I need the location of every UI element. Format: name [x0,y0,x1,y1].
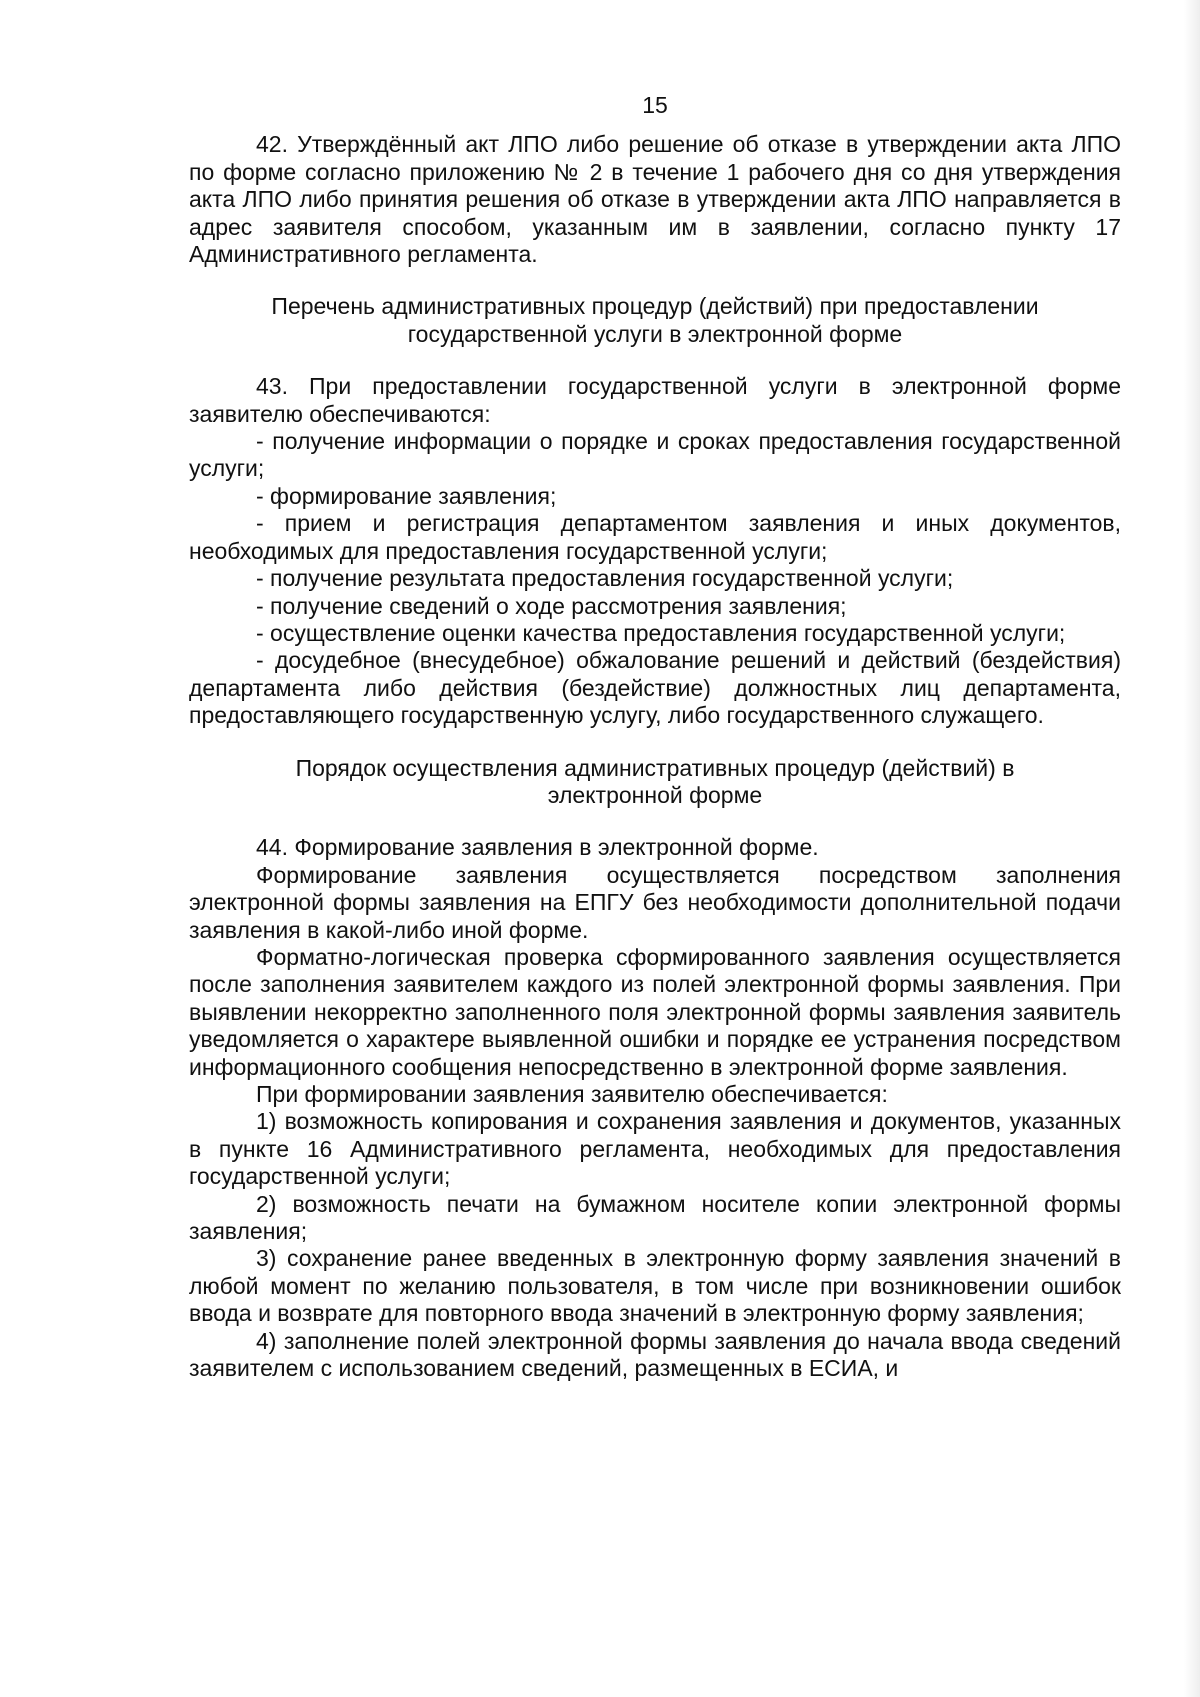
list-item: 3) сохранение ранее введенных в электронную форму заявления значений в любой момент по желанию пользователя, в том числе при возникновении ошибок ввода и возврате для повторного ввода значений в электронную форму заявления; [189,1245,1121,1327]
list-item: - формирование заявления; [256,482,557,509]
list-item: - досудебное (внесудебное) обжалование решений и действий (бездействия) департамента либо действия (бездействие) должностных лиц департамента, предоставляющего государственную услугу, либо государственного служащего. [189,647,1121,729]
list-item: - получение информации о порядке и сроках предоставления государственной услуги; [189,428,1121,482]
list-item: - получение сведений о ходе рассмотрения заявления; [256,592,847,619]
paragraph: Форматно-логическая проверка сформированного заявления осуществляется после заполнения заявителем каждого из полей электронной формы заявления. При выявлении некорректно заполненного поля электронной формы заявления заявитель уведомляется о характере выявленной ошибки и порядке ее устранения посредством информационного сообщения непосредственно в электронной форме заявления. [189,943,1121,1080]
list-item: - осуществление оценки качества предоставления государственной услуги; [256,619,1066,646]
paragraph-43: 43. При предоставлении государственной услуги в электронной форме заявителю обеспечиваются: [189,373,1121,427]
list-item: - получение результата предоставления государственной услуги; [256,565,954,592]
section-heading-procedures-order: Порядок осуществления административных процедур (действий) в электронной форме [295,754,1015,808]
page-edge-shadow [1184,0,1200,1697]
list-item: - прием и регистрация департаментом заявления и иных документов, необходимых для предоставления государственной услуги; [189,510,1121,564]
section-heading-procedures-list: Перечень административных процедур (действий) при предоставлении государственной услуги в электронной форме [271,293,1039,347]
paragraph-42: 42. Утверждённый акт ЛПО либо решение об отказе в утверждении акта ЛПО по форме согласно приложению № 2 в течение 1 рабочего дня со дня утверждения акта ЛПО либо принятия решения об отказе в утверждении акта ЛПО направляется в адрес заявителя способом, указанным им в заявлении, согласно пункту 17 Административного регламента. [189,131,1121,268]
page-content [189,92,1121,1382]
list-item: 4) заполнение полей электронной формы заявления до начала ввода сведений заявителем с использованием сведений, размещенных в ЕСИА, и [189,1327,1121,1382]
paragraph: При формировании заявления заявителю обеспечивается: [256,1081,888,1107]
list-item: 2) возможность печати на бумажном носителе копии электронной формы заявления; [189,1190,1121,1245]
page-number: 15 [642,92,668,118]
list-item: 1) возможность копирования и сохранения заявления и документов, указанных в пункте 16 Административного регламента, необходимых для предоставления государственной услуги; [189,1108,1121,1190]
paragraph: Формирование заявления осуществляется посредством заполнения электронной формы заявления на ЕПГУ без необходимости дополнительной подачи заявления в какой-либо иной форме. [189,861,1121,943]
paragraph-44: 44. Формирование заявления в электронной форме. [256,834,819,861]
